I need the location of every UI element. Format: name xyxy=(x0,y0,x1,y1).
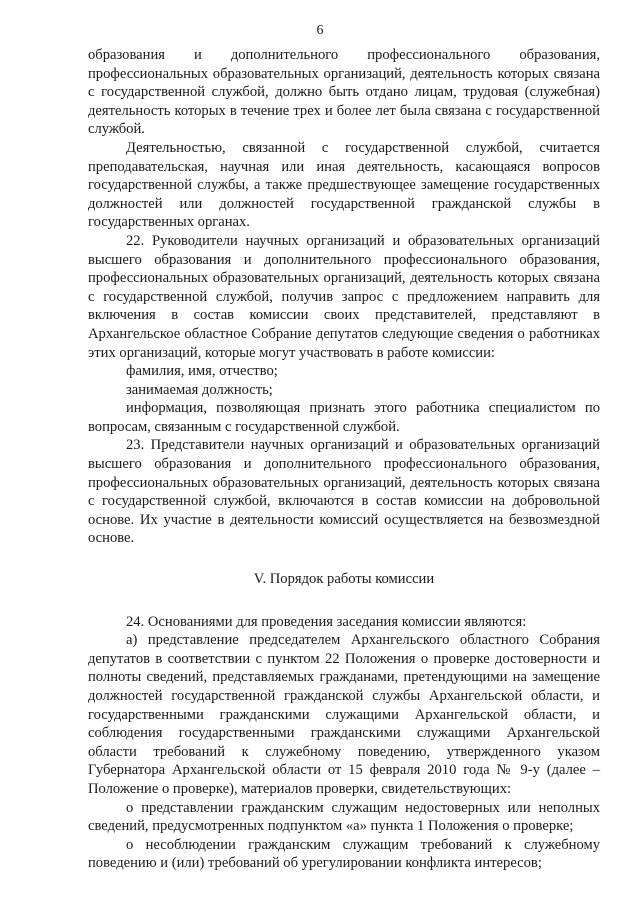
paragraph-definition: Деятельностью, связанной с государственной службой, считается преподавательская, научная или иная деятельность, касающаяся вопросов государственной службы, а также предшествующее замещение государственных должностей или должностей государственной гражданской службы в государственных органах. xyxy=(88,139,600,231)
list-item-information: информация, позволяющая признать этого работника специалистом по вопросам, связанным с государственной службой. xyxy=(88,400,600,435)
paragraph-item-22: 22. Руководители научных организаций и образовательных организаций высшего образования и дополнительного профессионального образования, профессиональных образовательных организаций, деятельность которых связана с государственной службой, получив запрос с предложением направить для включения в состав комиссии своих представителей, представляют в Архангельское областное Собрание депутатов следующие сведения о работниках этих организаций, которые могут участвовать в работе комиссии: xyxy=(88,232,600,361)
document-body xyxy=(88,46,600,873)
paragraph-item-24: 24. Основаниями для проведения заседания комиссии являются: xyxy=(126,613,527,630)
list-item-position: занимаемая должность; xyxy=(126,381,273,398)
section-heading: V. Порядок работы комиссии xyxy=(253,571,435,588)
paragraph-item-23: 23. Представители научных организаций и образовательных организаций высшего образования и дополнительного профессионального образования, профессиональных образовательных организаций, деятельность которых связана с государственной службой, включаются в состав комиссии на добровольной основе. Их участие в деятельности комиссий осуществляется на безвозмездной основе. xyxy=(88,437,600,547)
paragraph-continuation: образования и дополнительного профессионального образования, профессиональных образовательных организаций, деятельность которых связана с государственной службой, должно быть отдано лицам, трудовая (служебная) деятельность которых в течение трех и более лет была связана с государственной службой. xyxy=(88,47,600,138)
paragraph-non-compliance: о несоблюдении гражданским служащим требований к служебному поведению и (или) требований об урегулировании конфликта интересов; xyxy=(88,836,600,872)
page-number: 6 xyxy=(316,23,324,38)
paragraph-false-info: о представлении гражданским служащим недостоверных или неполных сведений, предусмотренных подпунктом «а» пункта 1 Положения о проверке; xyxy=(88,799,600,835)
list-item-full-name: фамилия, имя, отчество; xyxy=(126,363,278,380)
paragraph-item-24-a: а) представление председателем Архангельского областного Собрания депутатов в соответствии с пунктом 22 Положения о проверке достоверности и полноты сведений, представляемых гражданами, претендующими на замещение должностей государственной гражданской службы Архангельской области, и государственными гражданскими служащими Архангельской области, и соблюдения государственными гражданскими служащими Архангельской области требований к служебному поведению, утвержденного указом Губернатора Архангельской области от 15 февраля 2010 года № 9-у (далее – Положение о проверке), материалов проверки, свидетельствующих: xyxy=(88,632,600,797)
